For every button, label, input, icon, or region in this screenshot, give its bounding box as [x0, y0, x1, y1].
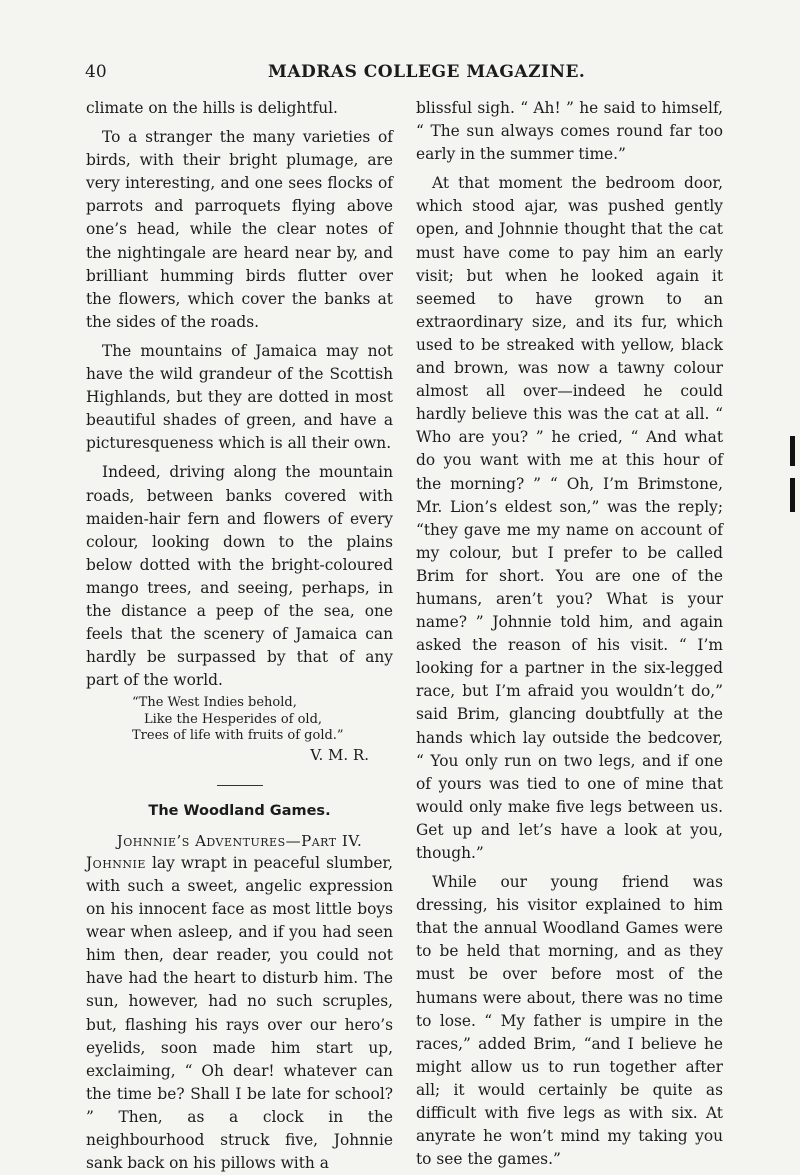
story-paragraph-text: lay wrapt in peaceful slumber, with such a sweet, angelic expression on his innocent face as most little boys wear when asleep, and if you had seen him then, dear reader, you could not have had the heart to disturb him. The sun, however, had no such scruples, but, flashing his rays over our hero’s eyelids, soon made him start up, exclaiming, “ Oh dear! whatever can the time be? Shall I be late for school? ” Then, as a clock in the neighbourhood struck five, Johnnie sank back on his pillows with a — [86, 853, 393, 1173]
paragraph: The mountains of Jamaica may not have the wild grandeur of the Scottish Highlands, but they are dotted in most beautiful shades of green, and have a picturesqueness which is all their own. — [86, 341, 393, 453]
margin-mark-upper — [790, 436, 795, 466]
paragraph: climate on the hills is delightful. — [86, 99, 338, 117]
story-subtitle: Johnnie’s Adventures—Part IV. — [116, 831, 363, 850]
paragraph: Indeed, driving along the mountain roads, between banks covered with maiden-hair fern and flowers of every colour, looking down to the plains below dotted with the bright-coloured mango trees, and seeing, perhaps, in the distance a peep of the sea, one feels that the scenery of Jamaica can hardly be surpassed by that of any part of the world. — [86, 463, 393, 690]
story-title: The Woodland Games. — [148, 802, 331, 819]
left-column — [86, 97, 393, 1175]
story-paragraph — [86, 852, 393, 1175]
margin-mark-lower — [790, 478, 795, 512]
paragraph: While our young friend was dressing, his visitor explained to him that the annual Woodland Games were to be held that morning, and as they must be over before most of the humans were about, there was no time to lose. “ My father is umpire in the races,” added Brim, “and I believe he might allow us to run together after all; it would certainly be quite as difficult with five legs as with six. At anyrate he won’t mind my taking you to see the games.” — [416, 873, 723, 1169]
magazine-title: MADRAS COLLEGE MAGAZINE. — [268, 62, 586, 82]
poem-line: “The West Indies behold, — [132, 695, 297, 711]
poem-line: Trees of life with fruits of gold.” — [132, 728, 344, 744]
page-number: 40 — [85, 62, 107, 82]
paragraph: To a stranger the many varieties of birds, with their bright plumage, are very interesting, and one sees flocks of parrots and parroquets flying above one’s head, while the clear notes of the nightingale are heard near by, and brilliant humming birds flutter over the flowers, which cover the banks at the sides of the roads. — [86, 128, 393, 331]
section-divider — [217, 785, 263, 786]
paragraph: At that moment the bedroom door, which stood ajar, was pushed gently open, and Johnnie thought that the cat must have come to pay him an early visit; but when he looked again it seemed to have grown to an extraordinary size, and its fur, which used to be streaked with yellow, black and brown, was now a tawny colour almost all over—indeed he could hardly believe this was the cat at all. “ Who are you? ” he cried, “ And what do you want with me at this hour of the morning? ” “ Oh, I’m Brimstone, Mr. Lion’s eldest son,” was the reply; “they gave me my name on account of my colour, but I prefer to be called Brim for short. You are one of the humans, aren’t you? What is your name? ” Johnnie told him, and again asked the reason of his visit. “ I’m looking for a partner in the six-legged race, but I’m afraid you wouldn’t do,” said Brim, glancing doubtfully at the hands which lay outside the bedcover, “ You only run on two legs, and if one of yours was tied to one of mine that would only make five legs between us. Get up and let’s have a look at you, though.” — [416, 174, 723, 862]
poem-quote — [132, 695, 393, 745]
author-signature: V. M. R. — [310, 745, 369, 764]
poem-line: Like the Hesperides of old, — [144, 711, 323, 727]
page-header — [0, 62, 800, 92]
right-column — [416, 97, 723, 1171]
paragraph: blissful sigh. “ Ah! ” he said to himself, “ The sun always comes round far too early in the summer time.” — [416, 99, 723, 164]
story-first-word: Johnnie — [86, 853, 146, 872]
